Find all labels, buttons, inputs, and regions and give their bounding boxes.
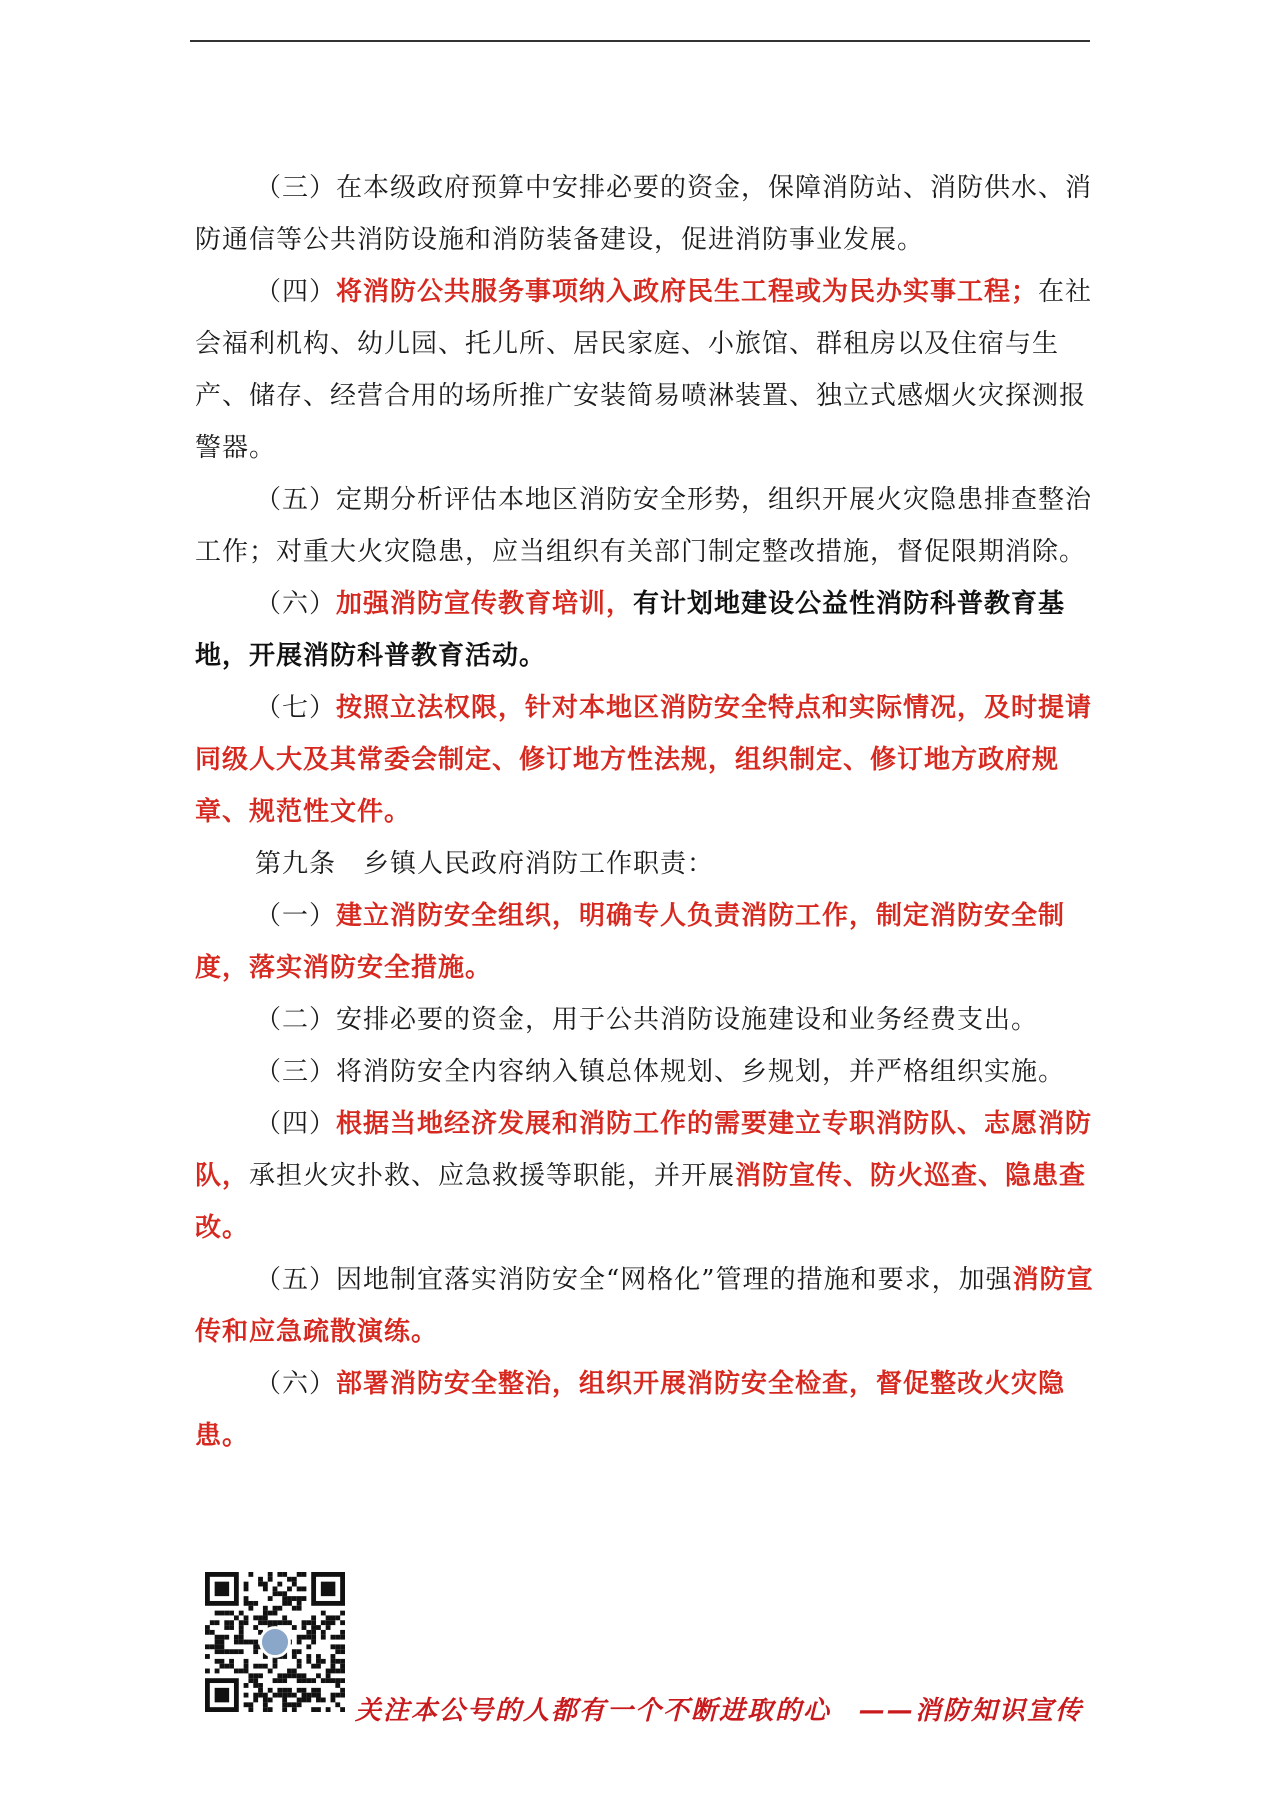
paragraph: [195, 682, 1095, 838]
text-run: （四）: [255, 1109, 337, 1139]
top-rule: [190, 40, 1090, 42]
text-run: （六）: [255, 1369, 337, 1399]
text-run: （一）: [255, 901, 337, 931]
text-run: 加强消防宣传教育培训，: [336, 589, 634, 619]
paragraph: [195, 266, 1095, 474]
paragraph: [195, 1046, 1095, 1098]
document-body: [195, 162, 1095, 1462]
paragraph: [195, 1358, 1095, 1462]
text-run: 在社会福利机构、幼儿园、托儿所、居民家庭、小旅馆、群租房以及住宿与生产、储存、经营合用的场所推广安装简易喷淋装置、独立式感烟火灾探测报警器。: [195, 277, 1093, 463]
paragraph: [195, 578, 1095, 682]
text-run: 有计划地建设公益性消防科普教育基地，开展消防科普教育活动。: [195, 589, 1066, 671]
footer-slogan: 关注本公号的人都有一个不断进取的心 ——消防知识宣传: [355, 1696, 1084, 1726]
text-run: （五）定期分析评估本地区消防安全形势，组织开展火灾隐患排查整治工作；对重大火灾隐患，应当组织有关部门制定整改措施，督促限期消除。: [195, 485, 1093, 567]
text-run: 消防宣传、防火巡查、隐患查改。: [195, 1161, 1087, 1243]
text-run: 按照立法权限，针对本地区消防安全特点和实际情况，及时提请同级人大及其常委会制定、修订地方性法规，组织制定、修订地方政府规章、规范性文件。: [195, 693, 1093, 827]
paragraph: [195, 1098, 1095, 1254]
text-run: （七）: [255, 693, 337, 723]
paragraph: [195, 994, 1095, 1046]
text-run: （二）安排必要的资金，用于公共消防设施建设和业务经费支出。: [255, 1005, 1039, 1035]
text-run: 建立消防安全组织，明确专人负责消防工作，制定消防安全制度，落实消防安全措施。: [195, 901, 1066, 983]
qr-code-icon: [205, 1572, 345, 1712]
text-run: （五）因地制宜落实消防安全“网格化”管理的措施和要求，加强: [255, 1265, 1013, 1295]
text-run: 承担火灾扑救、应急救援等职能，并开展: [249, 1161, 736, 1191]
text-run: 根据当地经济发展和消防工作的需要建立专职消防队、志愿消防队，: [195, 1109, 1093, 1191]
text-run: 将消防公共服务事项纳入政府民生工程或为民办实事工程；: [336, 277, 1039, 307]
text-run: （三）将消防安全内容纳入镇总体规划、乡规划，并严格组织实施。: [255, 1057, 1066, 1087]
text-run: （四）: [255, 277, 337, 307]
text-run: （三）在本级政府预算中安排必要的资金，保障消防站、消防供水、消防通信等公共消防设施和消防装备建设，促进消防事业发展。: [195, 173, 1093, 255]
paragraph: [195, 838, 1095, 890]
text-run: 部署消防安全整治，组织开展消防安全检查，督促整改火灾隐患。: [195, 1369, 1066, 1451]
paragraph: [195, 474, 1095, 578]
text-run: （六）: [255, 589, 337, 619]
text-run: 消防宣传和应急疏散演练。: [195, 1265, 1094, 1347]
paragraph: [195, 162, 1095, 266]
paragraph: [195, 890, 1095, 994]
paragraph: [195, 1254, 1095, 1358]
text-run: 第九条 乡镇人民政府消防工作职责：: [255, 849, 715, 879]
